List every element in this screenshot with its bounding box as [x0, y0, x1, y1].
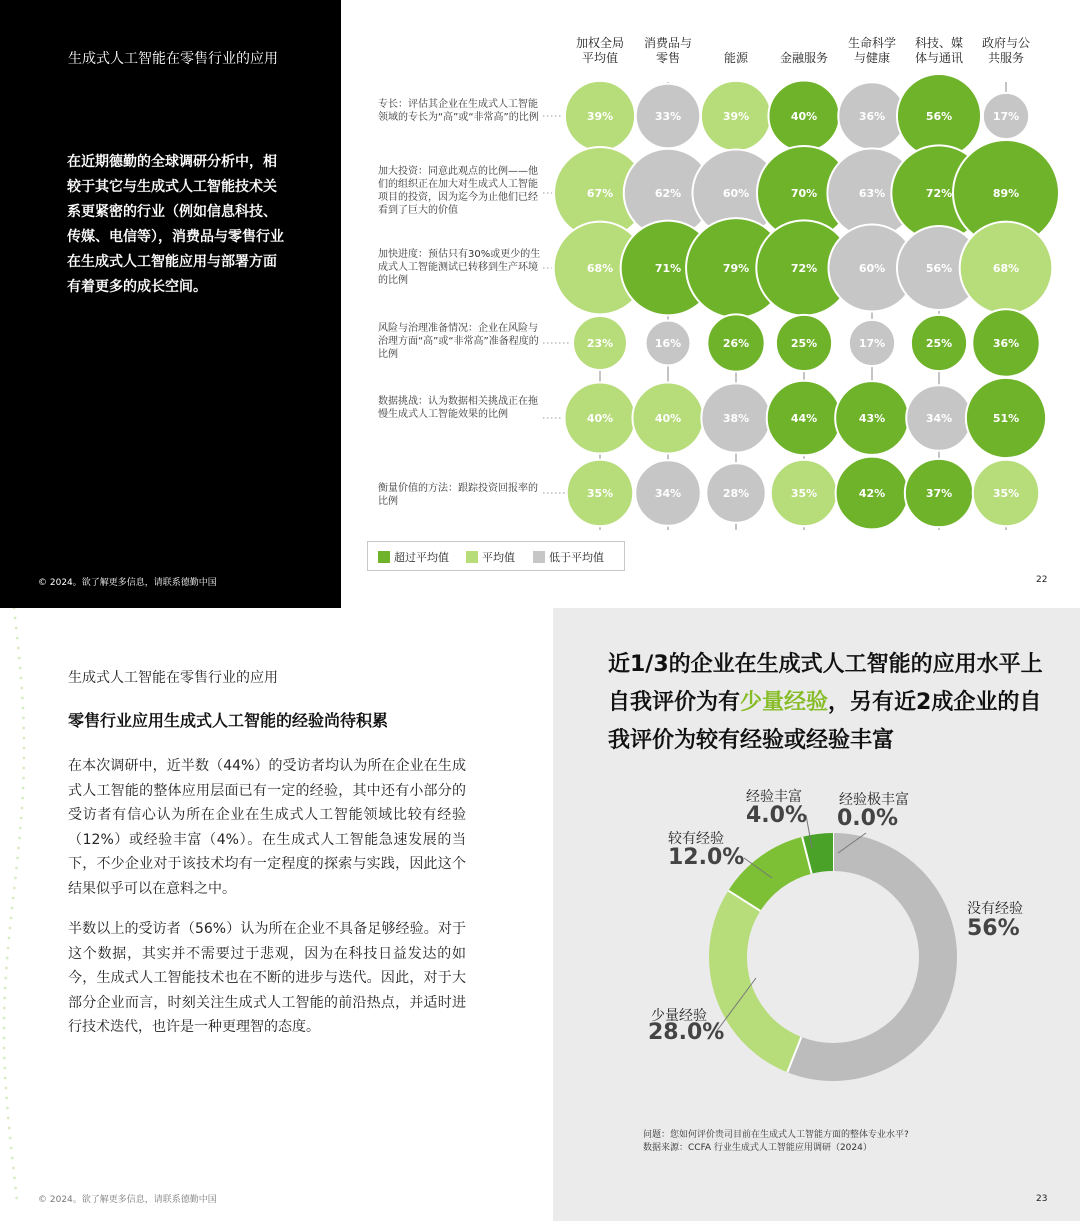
- bubble-value-label: 39%: [586, 110, 614, 123]
- bubble: [636, 84, 701, 149]
- bubble: [635, 460, 701, 526]
- bubble: [905, 459, 973, 527]
- slide-title: 生成式人工智能在零售行业的应用: [68, 51, 278, 67]
- legend-below-label: 低于平均值: [549, 551, 604, 564]
- bubble-value-label: 40%: [654, 412, 682, 425]
- bubble-value-label: 26%: [722, 337, 750, 350]
- legend-average-swatch: [466, 551, 478, 563]
- bubble: [646, 321, 691, 366]
- bubble-value-label: 17%: [858, 337, 886, 350]
- bubble-value-label: 34%: [654, 487, 682, 500]
- bubble-value-label: 36%: [992, 337, 1020, 350]
- bubble: [966, 378, 1046, 458]
- donut-value-label: 0.0%: [837, 806, 899, 831]
- bubble-value-label: 28%: [722, 487, 750, 500]
- row-label: 加大投资：同意此观点的比例——他们的组织正在加大对生成式人工智能项目的投资，因为迄今为止他们已经看到了巨大的价值: [378, 166, 538, 216]
- bubble-value-label: 39%: [722, 110, 750, 123]
- bubble-value-label: 71%: [654, 262, 682, 275]
- body-paragraph-2: 半数以上的受访者（56%）认为所在企业不具备足够经验。对于这个数据，其实并不需要过于悲观，因为在科技日益发达的如今，生成式人工智能技术也在不断的进步与迭代。因此，对于大部分企业而言，时刻关注生成式人工智能的前沿热点，并适时进行技术迭代，也许是一种更理智的态度。: [68, 921, 466, 1036]
- bubble: [564, 382, 635, 453]
- bubble-value-label: 68%: [586, 262, 614, 275]
- intro-text: 在近期德勤的全球调研分析中，相较于其它与生成式人工智能技术关系更紧密的行业（例如信息科技、传媒、电信等），消费品与零售行业在生成式人工智能应用与部署方面有着更多的成长空间。: [67, 154, 284, 295]
- bubble: [973, 460, 1039, 526]
- bubble-value-label: 63%: [858, 187, 886, 200]
- bubble-value-label: 37%: [925, 487, 953, 500]
- donut-category-label: 没有经验: [967, 901, 1023, 917]
- bubble-value-label: 33%: [654, 110, 682, 123]
- bubble-value-label: 60%: [858, 262, 886, 275]
- bubble: [573, 316, 627, 370]
- bubble-value-label: 38%: [722, 412, 750, 425]
- bubble: [707, 314, 764, 371]
- bubble: [632, 382, 703, 453]
- bubble-value-label: 60%: [722, 187, 750, 200]
- bubble-matrix-chart: [0, 0, 1080, 608]
- column-header: 政府与公共服务: [981, 36, 1030, 65]
- slide-22: [0, 0, 1080, 608]
- legend-average-label: 平均值: [482, 551, 515, 564]
- legend-below-swatch: [533, 551, 545, 563]
- donut-category-label: 经验极丰富: [839, 792, 909, 808]
- slide-23: [0, 608, 1080, 1221]
- bubble-value-label: 67%: [586, 187, 614, 200]
- column-header: 科技、媒体与通讯: [914, 36, 963, 65]
- bubble: [706, 463, 765, 522]
- bubble-value-label: 70%: [790, 187, 818, 200]
- bubble-value-label: 62%: [654, 187, 682, 200]
- bubble: [701, 81, 771, 151]
- donut-category-label: 少量经验: [651, 1008, 707, 1024]
- bubble-value-label: 72%: [790, 262, 818, 275]
- bubble-value-label: 35%: [586, 487, 614, 500]
- bubble-value-label: 72%: [925, 187, 953, 200]
- column-header: 加权全局平均值: [575, 36, 624, 65]
- headline-text-2: ，另有近2成企业的自我评价为较有经验或经验丰富: [608, 690, 1042, 753]
- bubble: [849, 320, 895, 366]
- legend-average: [466, 549, 515, 565]
- page-number: 22: [1036, 575, 1048, 585]
- donut-value-label: 4.0%: [746, 803, 808, 828]
- row-label: 专长：评估其企业在生成式人工智能领域的专长为“高”或“非常高”的比例: [378, 99, 539, 123]
- row-label: 数据挑战：认为数据相关挑战正在拖慢生成式人工智能效果的比例: [378, 396, 538, 420]
- bubble-value-label: 40%: [790, 110, 818, 123]
- bubble-value-label: 40%: [586, 412, 614, 425]
- bubble: [960, 222, 1053, 315]
- bubble: [911, 315, 967, 371]
- bubble-value-label: 51%: [992, 412, 1020, 425]
- body-paragraph-1: 在本次调研中，近半数（44%）的受访者均认为所在企业在生成式人工智能的整体应用层面已有一定的经验，其中还有小部分的受访者有信心认为所在企业在生成式人工智能领域比较有经验（12%）或经验丰富（4%）。在生成式人工智能急速发展的当下，不少企业对于该技术均有一定程度的探索与实践，因此这个结果似乎可以在意料之中。: [68, 758, 466, 897]
- bubble-value-label: 23%: [586, 337, 614, 350]
- bubble-value-label: 43%: [858, 412, 886, 425]
- donut-value-label: 12.0%: [668, 845, 745, 870]
- column-header: 能源: [723, 51, 748, 65]
- bubble: [776, 315, 832, 371]
- row-label: 加快进度：预估只有30%或更少的生成式人工智能测试已转移到生产环境的比例: [378, 249, 541, 286]
- legend-above: [378, 549, 449, 565]
- page-number: 23: [1036, 1194, 1048, 1204]
- column-header: 生命科学与健康: [847, 36, 896, 65]
- legend-above-label: 超过平均值: [394, 551, 449, 564]
- bubble: [771, 460, 837, 526]
- bubble-value-label: 34%: [925, 412, 953, 425]
- row-label: 风险与治理准备情况：企业在风险与治理方面“高”或“非常高”准备程度的比例: [378, 323, 539, 360]
- bubble-value-label: 44%: [790, 412, 818, 425]
- donut-value-label: 56%: [967, 916, 1020, 941]
- bubble: [565, 81, 635, 151]
- slide-title: 生成式人工智能在零售行业的应用: [68, 670, 278, 686]
- bubble-value-label: 68%: [992, 262, 1020, 275]
- copyright-footer: © 2024。欲了解更多信息，请联系德勤中国: [38, 578, 217, 588]
- column-header: 消费品与零售: [643, 36, 692, 65]
- bubble-value-label: 36%: [858, 110, 886, 123]
- bubble: [835, 381, 909, 455]
- headline-text-1: 近1/3的企业在生成式人工智能的应用水平上自我评价为有: [608, 652, 1043, 715]
- bubble-value-label: 16%: [654, 337, 682, 350]
- bubble-value-label: 25%: [790, 337, 818, 350]
- bubble: [838, 82, 905, 149]
- donut-category-label: 较有经验: [668, 831, 724, 847]
- question-note: 问题：您如何评价贵司目前在生成式人工智能方面的整体专业水平?: [643, 1130, 909, 1140]
- copyright-footer: © 2024。欲了解更多信息，请联系德勤中国: [38, 1195, 217, 1205]
- bubble: [983, 93, 1029, 139]
- bubble: [767, 381, 842, 456]
- bubble-value-label: 56%: [925, 262, 953, 275]
- bubble-value-label: 35%: [790, 487, 818, 500]
- bubble-value-label: 25%: [925, 337, 953, 350]
- chart-legend: [367, 541, 625, 571]
- donut-category-label: 经验丰富: [746, 789, 802, 805]
- donut-chart: [0, 608, 1080, 1221]
- column-header: 金融服务: [779, 51, 828, 65]
- bubble: [836, 457, 909, 530]
- bubble: [701, 383, 770, 452]
- bubble: [906, 385, 972, 451]
- bubble-value-label: 35%: [992, 487, 1020, 500]
- bubble: [768, 80, 839, 151]
- bubble-value-label: 79%: [722, 262, 750, 275]
- section-heading: 零售行业应用生成式人工智能的经验尚待积累: [68, 711, 389, 730]
- bubble: [972, 309, 1039, 376]
- headline-accent: 少量经验: [740, 690, 829, 715]
- bubble-value-label: 17%: [992, 110, 1020, 123]
- donut-value-label: 28.0%: [648, 1020, 725, 1045]
- bubble: [567, 460, 633, 526]
- source-note: 数据来源：CCFA 行业生成式人工智能应用调研（2024）: [643, 1143, 872, 1153]
- legend-below: [533, 549, 604, 565]
- legend-above-swatch: [378, 551, 390, 563]
- bubble-value-label: 89%: [992, 187, 1020, 200]
- row-label: 衡量价值的方法：跟踪投资回报率的比例: [378, 483, 538, 507]
- bubble-value-label: 42%: [858, 487, 886, 500]
- bubble-value-label: 56%: [925, 110, 953, 123]
